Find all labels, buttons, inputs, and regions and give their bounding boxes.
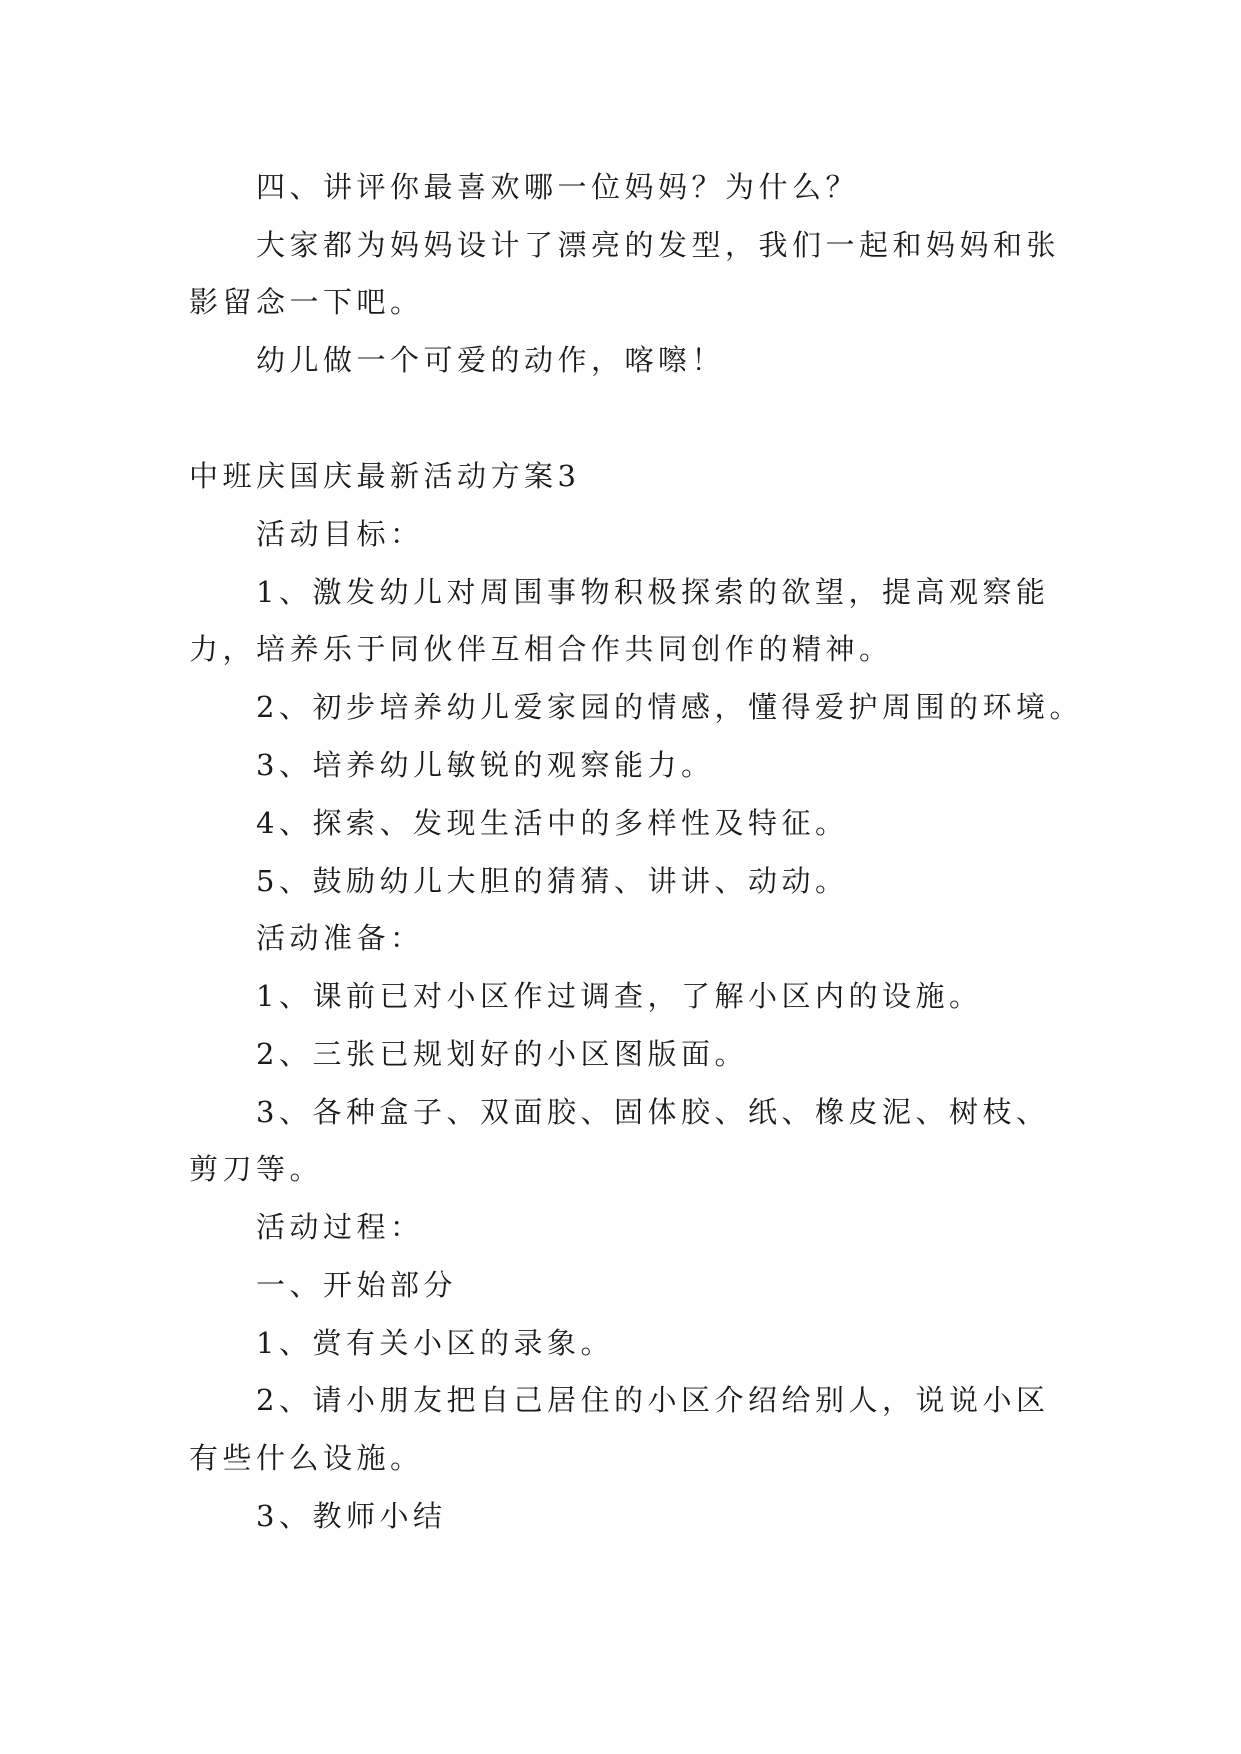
paragraph-line: 活动过程： xyxy=(256,1210,424,1244)
paragraph-line: 幼儿做一个可爱的动作，喀嚓！ xyxy=(256,343,726,377)
paragraph-line: 3、培养幼儿敏锐的观察能力。 xyxy=(256,748,715,782)
paragraph-line: 活动目标： xyxy=(256,517,424,551)
paragraph-line: 5、鼓励幼儿大胆的猜猜、讲讲、动动。 xyxy=(256,864,849,898)
paragraph-line: 四、讲评你最喜欢哪一位妈妈？为什么？ xyxy=(256,170,860,204)
paragraph-line: 力，培养乐于同伙伴互相合作共同创作的精神。 xyxy=(189,632,893,666)
paragraph-line: 大家都为妈妈设计了漂亮的发型，我们一起和妈妈和张 xyxy=(256,228,1061,262)
paragraph-line: 2、初步培养幼儿爱家园的情感，懂得爱护周围的环境。 xyxy=(256,690,1083,724)
paragraph-line: 2、请小朋友把自己居住的小区介绍给别人，说说小区 xyxy=(256,1383,1050,1417)
paragraph-line: 4、探索、发现生活中的多样性及特征。 xyxy=(256,806,849,840)
paragraph-line: 1、赏有关小区的录象。 xyxy=(256,1326,614,1360)
paragraph-line: 2、三张已规划好的小区图版面。 xyxy=(256,1037,748,1071)
paragraph-line: 3、教师小结 xyxy=(256,1499,447,1533)
paragraph-line: 剪刀等。 xyxy=(189,1152,324,1186)
paragraph-line: 3、各种盒子、双面胶、固体胶、纸、橡皮泥、树枝、 xyxy=(256,1095,1050,1129)
paragraph-line: 1、课前已对小区作过调查，了解小区内的设施。 xyxy=(256,979,983,1013)
paragraph-line: 影留念一下吧。 xyxy=(189,285,424,319)
paragraph-line: 一、开始部分 xyxy=(256,1268,458,1302)
paragraph-line: 1、激发幼儿对周围事物积极探索的欲望，提高观察能 xyxy=(256,575,1050,609)
paragraph-line: 活动准备： xyxy=(256,921,424,955)
section-title: 中班庆国庆最新活动方案3 xyxy=(189,459,581,493)
paragraph-line: 有些什么设施。 xyxy=(189,1441,424,1475)
